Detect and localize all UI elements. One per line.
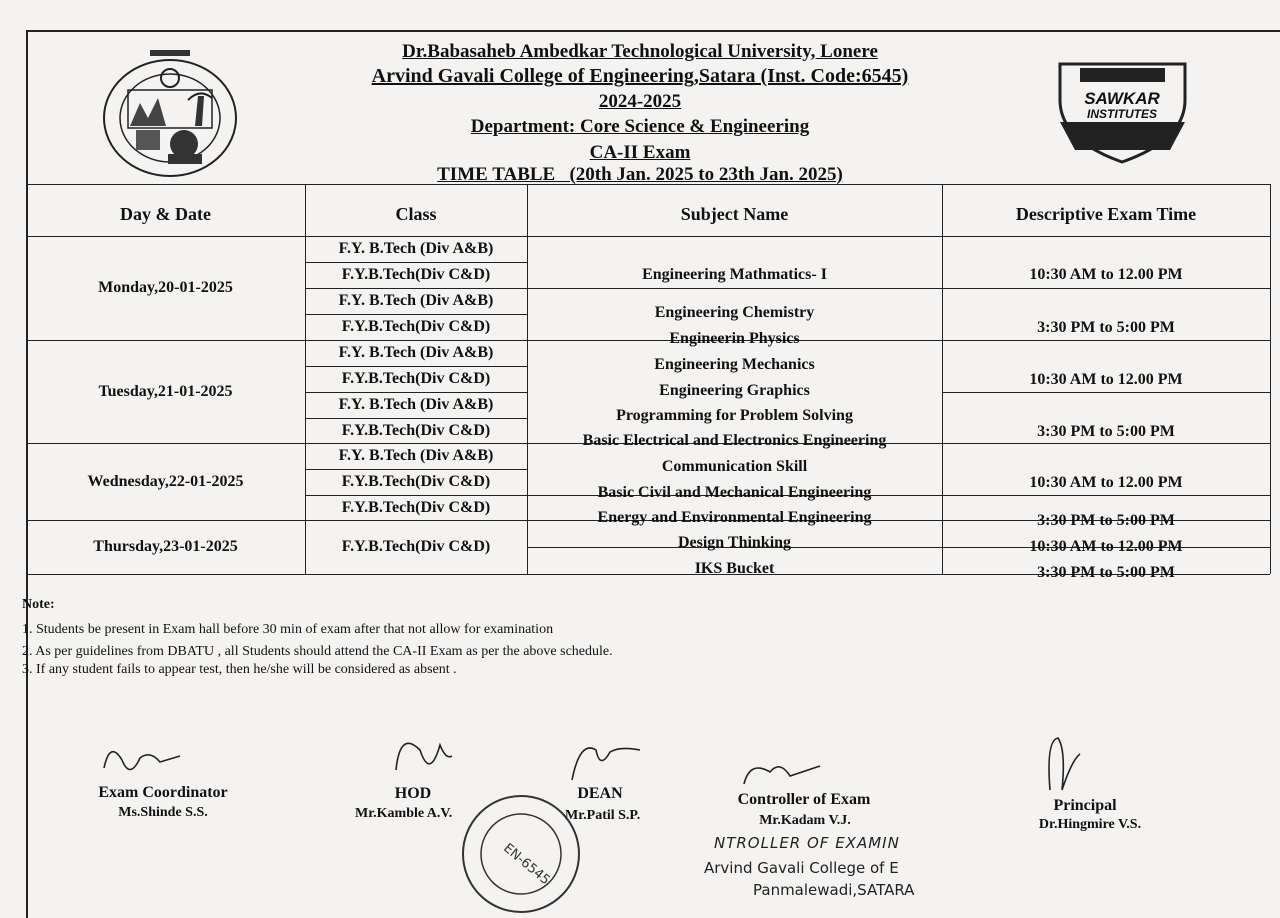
class-cell: F.Y. B.Tech (Div A&B) — [338, 447, 494, 464]
subject-cell: Engineering Mathmatics- I — [642, 266, 827, 283]
subject-cell: Basic Electrical and Electronics Engineering — [582, 432, 887, 449]
sawkar-line2: INSTITUTES — [1086, 107, 1158, 121]
note-item: 2. As per guidelines from DBATU , all Students should attend the CA-II Exam as per the above schedule. — [22, 644, 613, 659]
academic-year: 2024-2025 — [598, 91, 682, 112]
table-row-line — [26, 184, 1270, 185]
day-date-cell: Wednesday,22-01-2025 — [87, 473, 244, 490]
exam-time-cell: 3:30 PM to 5:00 PM — [1037, 423, 1175, 440]
exam-name: CA-II Exam — [589, 142, 691, 163]
exam-time-cell: 10:30 AM to 12.00 PM — [1029, 474, 1183, 491]
column-header: Day & Date — [120, 204, 211, 224]
class-cell: F.Y.B.Tech(Div C&D) — [341, 266, 491, 283]
department: Department: Core Science & Engineering — [470, 116, 810, 137]
signature-name: Mr.Kadam V.J. — [759, 813, 851, 828]
class-cell: F.Y. B.Tech (Div A&B) — [338, 396, 494, 413]
subject-cell: Engineerin Physics — [669, 330, 800, 347]
table-column-line — [1270, 184, 1271, 574]
signature-title: DEAN — [577, 785, 623, 802]
column-header: Descriptive Exam Time — [1015, 204, 1197, 224]
class-cell: F.Y. B.Tech (Div A&B) — [338, 344, 494, 361]
class-cell: F.Y.B.Tech(Div C&D) — [341, 318, 491, 335]
class-cell: F.Y. B.Tech (Div A&B) — [338, 292, 494, 309]
exam-time-cell: 10:30 AM to 12.00 PM — [1029, 538, 1183, 555]
subject-cell: Engineering Chemistry — [654, 304, 815, 321]
class-cell: F.Y.B.Tech(Div C&D) — [341, 473, 491, 490]
signature-name: Mr.Patil S.P. — [565, 808, 641, 823]
university-logo — [100, 48, 240, 178]
signature-name: Mr.Kamble A.V. — [355, 806, 453, 821]
note-item: 1. Students be present in Exam hall before 30 min of exam after that not allow for examination — [22, 622, 554, 637]
column-header: Class — [395, 204, 437, 224]
subject-cell: IKS Bucket — [694, 560, 775, 577]
subject-cell: Communication Skill — [661, 458, 808, 475]
class-cell: F.Y.B.Tech(Div C&D) — [341, 370, 491, 387]
controller-stamp-line: Arvind Gavali College of E — [704, 859, 899, 877]
timetable-title: TIME TABLE (20th Jan. 2025 to 23th Jan. 2025) — [437, 164, 843, 185]
college-name: Arvind Gavali College of Engineering,Satara (Inst. Code:6545) — [371, 65, 909, 87]
exam-time-cell: 3:30 PM to 5:00 PM — [1037, 512, 1175, 529]
class-cell: F.Y.B.Tech(Div C&D) — [341, 538, 491, 555]
subject-cell: Energy and Environmental Engineering — [597, 509, 872, 526]
sawkar-line1: SAWKAR — [1084, 89, 1160, 108]
signature-name: Ms.Shinde S.S. — [118, 805, 208, 820]
column-header: Subject Name — [680, 204, 789, 224]
exam-time-cell: 10:30 AM to 12.00 PM — [1029, 266, 1183, 283]
note-title: Note: — [22, 597, 55, 612]
signature-name: Dr.Hingmire V.S. — [1038, 817, 1142, 832]
class-cell: F.Y.B.Tech(Div C&D) — [341, 422, 491, 439]
class-cell: F.Y. B.Tech (Div A&B) — [338, 240, 494, 257]
note-item: 3. If any student fails to appear test, then he/she will be considered as absent . — [22, 662, 457, 677]
exam-time-cell: 10:30 AM to 12.00 PM — [1029, 371, 1183, 388]
subject-cell: Basic Civil and Mechanical Engineering — [597, 484, 872, 501]
subject-cell: Programming for Problem Solving — [616, 407, 853, 424]
svg-text:EN-6545: EN-6545 — [500, 840, 553, 889]
controller-stamp-line: Panmalewadi,SATARA — [753, 881, 915, 899]
class-cell: F.Y.B.Tech(Div C&D) — [341, 499, 491, 516]
exam-time-cell: 3:30 PM to 5:00 PM — [1037, 564, 1175, 581]
controller-stamp-line: NTROLLER OF EXAMIN — [714, 834, 900, 852]
day-date-cell: Tuesday,21-01-2025 — [98, 383, 233, 400]
exam-time-cell: 3:30 PM to 5:00 PM — [1037, 319, 1175, 336]
signature-title: Exam Coordinator — [98, 784, 228, 801]
subject-cell: Engineering Mechanics — [654, 356, 815, 373]
day-date-cell: Thursday,23-01-2025 — [93, 538, 238, 555]
sawkar-logo — [1050, 60, 1195, 165]
signature-title: Controller of Exam — [737, 791, 871, 808]
signature-title: HOD — [394, 785, 432, 802]
signature-title: Principal — [1053, 797, 1117, 814]
college-seal-stamp — [456, 790, 586, 916]
subject-cell: Design Thinking — [677, 534, 792, 551]
day-date-cell: Monday,20-01-2025 — [98, 279, 233, 296]
subject-cell: Engineering Graphics — [659, 382, 810, 399]
university-name: Dr.Babasaheb Ambedkar Technological University, Lonere — [402, 41, 878, 62]
